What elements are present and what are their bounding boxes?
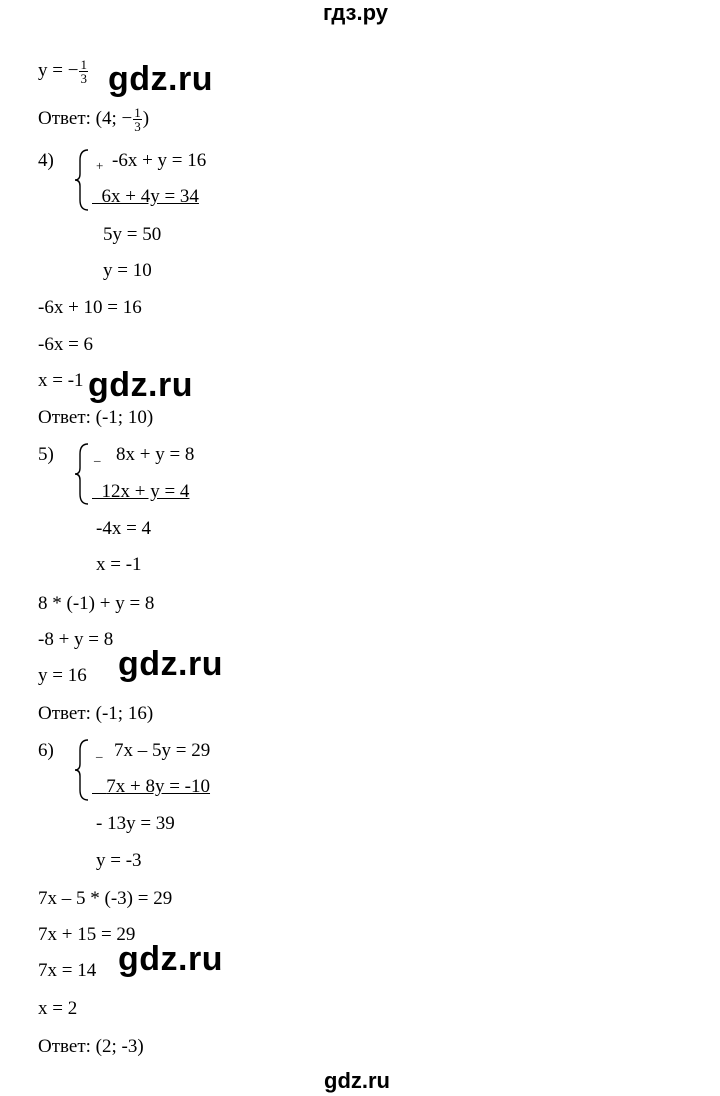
p6-step-3: 7x – 5 * (-3) = 29 xyxy=(38,888,173,909)
p4-equation-1: -6x + y = 16 xyxy=(112,150,207,171)
p4-step-5: x = -1 xyxy=(38,370,84,391)
p6-step-2: y = -3 xyxy=(96,850,142,871)
fraction xyxy=(133,106,142,133)
p6-answer: Ответ: (2; -3) xyxy=(38,1036,144,1057)
p6-equation-1: 7x – 5y = 29 xyxy=(114,740,211,761)
system-brace-icon xyxy=(74,442,90,506)
p6-equation-2 xyxy=(92,776,210,798)
addition-sign: + xyxy=(96,158,104,173)
p4-step-3: -6x + 10 = 16 xyxy=(38,297,142,318)
p4-step-2: y = 10 xyxy=(103,260,152,281)
answer-prefix: Ответ: (4; − xyxy=(38,107,133,129)
p4-equation-2-text: 6x + 4y = 34 xyxy=(101,186,199,207)
p5-step-1: -4x = 4 xyxy=(96,518,152,539)
answer-suffix: ) xyxy=(142,107,150,129)
p5-step-3: 8 * (-1) + y = 8 xyxy=(38,593,155,614)
watermark-brand-3: gdz.ru xyxy=(118,645,223,683)
watermark-brand-4: gdz.ru xyxy=(118,940,223,978)
problem-6-label: 6) xyxy=(38,740,54,761)
problem-5-label: 5) xyxy=(38,444,54,465)
line-y-value xyxy=(38,58,89,85)
p6-equation-2-text: 7x + 8y = -10 xyxy=(106,776,211,797)
p6-step-1: - 13y = 39 xyxy=(96,813,175,834)
fraction xyxy=(79,58,88,85)
p5-step-2: x = -1 xyxy=(96,554,142,575)
p5-step-4: -8 + y = 8 xyxy=(38,629,114,650)
p4-step-4: -6x = 6 xyxy=(38,334,94,355)
watermark-top: гдз.ру xyxy=(323,0,388,25)
answer-3 xyxy=(38,106,149,133)
p6-step-4: 7x + 15 = 29 xyxy=(38,924,136,945)
problem-4-label: 4) xyxy=(38,150,54,171)
subtraction-sign: _ xyxy=(94,448,101,463)
subtraction-sign: _ xyxy=(96,744,103,759)
fraction-denominator: 3 xyxy=(134,119,141,134)
watermark-bottom: gdz.ru xyxy=(324,1068,390,1093)
p5-equation-2 xyxy=(92,481,189,503)
watermark-brand-1: gdz.ru xyxy=(108,60,213,98)
system-brace-icon xyxy=(74,738,90,802)
system-brace-icon xyxy=(74,148,90,212)
p4-equation-2 xyxy=(92,186,199,208)
watermark-brand-2: gdz.ru xyxy=(88,366,193,404)
line-y-prefix: y = − xyxy=(38,59,79,81)
fraction-denominator: 3 xyxy=(80,71,87,86)
p5-equation-1: 8x + y = 8 xyxy=(116,444,195,465)
fraction-numerator: 1 xyxy=(80,57,87,72)
p6-step-5: 7x = 14 xyxy=(38,960,97,981)
p6-step-6: x = 2 xyxy=(38,998,78,1019)
fraction-numerator: 1 xyxy=(134,105,141,120)
p4-step-1: 5y = 50 xyxy=(103,224,162,245)
p5-step-5: y = 16 xyxy=(38,665,87,686)
p4-answer: Ответ: (-1; 10) xyxy=(38,407,154,428)
p5-equation-2-text: 12x + y = 4 xyxy=(101,481,190,502)
p5-answer: Ответ: (-1; 16) xyxy=(38,703,154,724)
